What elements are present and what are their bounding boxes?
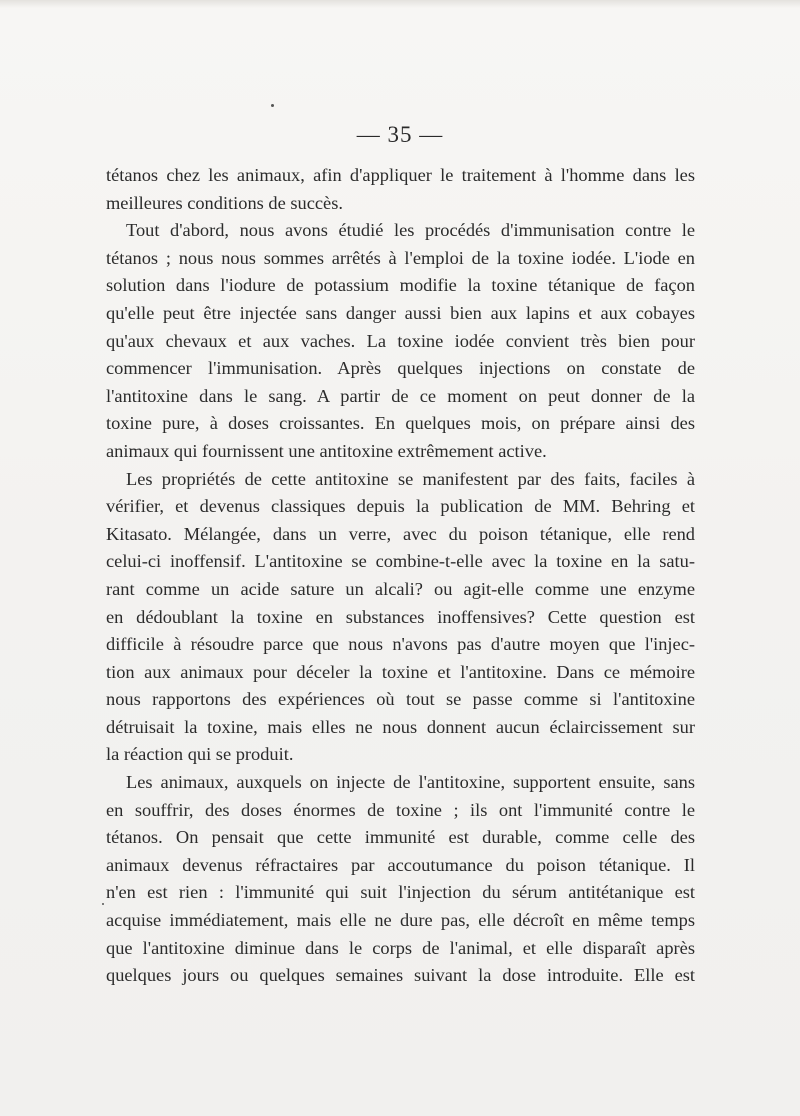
text-line: en souffrir, des doses énormes de toxine ; ils ont l'immunité contre le [106, 799, 695, 820]
print-speck [271, 104, 274, 107]
text-line: la réaction qui se produit. [106, 744, 294, 765]
text-line: qu'aux chevaux et aux vaches. La toxine iodée convient très bien pour [106, 330, 695, 351]
text-line: Kitasato. Mélangée, dans un verre, avec du poison tétanique, elle rend [106, 523, 695, 544]
text-line: Tout d'abord, nous avons étudié les procédés d'immunisation contre le [126, 220, 695, 241]
text-line: qu'elle peut être injectée sans danger aussi bien aux lapins et aux cobayes [106, 302, 695, 323]
paragraph [106, 217, 695, 465]
text-line: tétanos chez les animaux, afin d'appliquer le traitement à l'homme dans les [106, 165, 695, 185]
text-line: Les animaux, auxquels on injecte de l'antitoxine, supportent ensuite, sans [126, 772, 695, 793]
text-line: animaux qui fournissent une antitoxine extrêmement active. [106, 440, 547, 461]
text-line: vérifier, et devenus classiques depuis la publication de MM. Behring et [106, 496, 695, 517]
print-speck [102, 903, 104, 905]
text-line: tion aux animaux pour déceler la toxine et l'antitoxine. Dans ce mémoire [106, 661, 695, 682]
text-line: en dédoublant la toxine en substances inoffensives? Cette question est [106, 606, 695, 627]
paragraph [106, 769, 695, 990]
text-line: rant comme un acide sature un alcali? ou agit-elle comme une enzyme [106, 578, 695, 599]
text-line: l'antitoxine dans le sang. A partir de ce moment on peut donner de la [106, 385, 695, 406]
paragraph [106, 162, 695, 217]
text-line: n'en est rien : l'immunité qui suit l'injection du sérum antitétanique est [106, 882, 695, 903]
body-text [106, 162, 695, 990]
text-line: animaux devenus réfractaires par accoutumance du poison tétanique. Il [106, 854, 695, 875]
text-line: acquise immédiatement, mais elle ne dure pas, elle décroît en même temps [106, 910, 695, 931]
page-number: — 35 — [356, 122, 444, 147]
text-line: celui-ci inoffensif. L'antitoxine se combine-t-elle avec la toxine en la satu- [106, 551, 695, 572]
text-line: meilleures conditions de succès. [106, 192, 343, 213]
text-line: Les propriétés de cette antitoxine se manifestent par des faits, faciles à [126, 468, 695, 489]
text-line: commencer l'immunisation. Après quelques injections on constate de [106, 358, 695, 379]
text-line: nous rapportons des expériences où tout se passe comme si l'antitoxine [106, 689, 695, 710]
text-line: quelques jours ou quelques semaines suivant la dose introduite. Elle est [106, 965, 695, 986]
page-top-shadow [0, 0, 800, 8]
text-line: que l'antitoxine diminue dans le corps de l'animal, et elle disparaît après [106, 937, 695, 958]
text-line: détruisait la toxine, mais elles ne nous donnent aucun éclaircissement sur [106, 716, 695, 737]
text-line: solution dans l'iodure de potassium modifie la toxine tétanique de façon [106, 275, 695, 296]
text-line: toxine pure, à doses croissantes. En quelques mois, on prépare ainsi des [106, 413, 695, 434]
paragraph [106, 466, 695, 770]
text-line: tétanos. On pensait que cette immunité est durable, comme celle des [106, 827, 695, 848]
text-line: tétanos ; nous nous sommes arrêtés à l'emploi de la toxine iodée. L'iode en [106, 247, 695, 268]
text-line: difficile à résoudre parce que nous n'avons pas d'autre moyen que l'injec- [106, 634, 695, 655]
